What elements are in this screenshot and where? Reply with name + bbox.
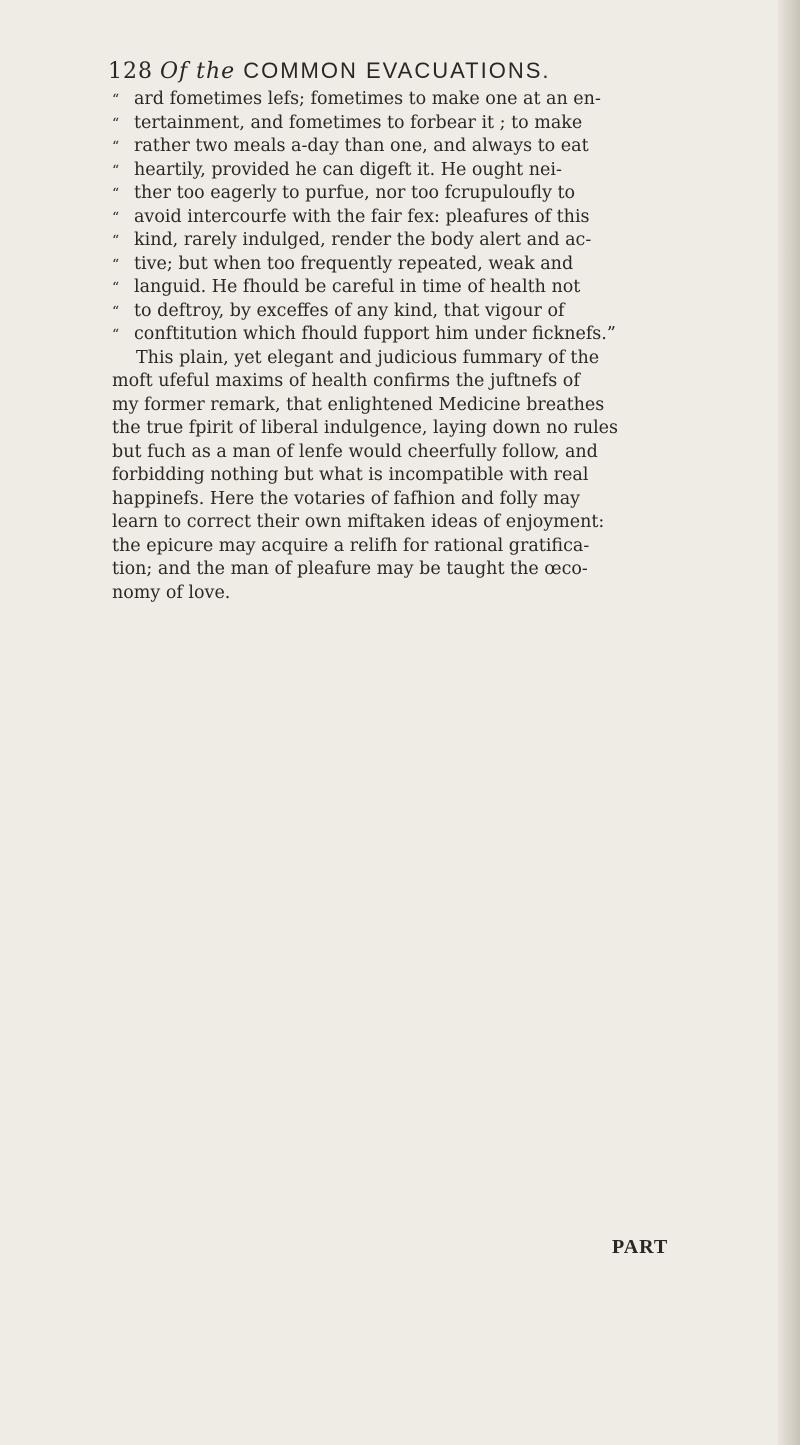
- text-line: [112, 535, 712, 559]
- quote-mark: “: [112, 256, 120, 273]
- quote-mark: “: [112, 280, 120, 296]
- line-text: nomy of love.: [112, 582, 231, 603]
- line-text: heartily, provided he can digeft it. He ought nei-: [134, 159, 562, 180]
- line-text: rather two meals a-day than one, and always to eat: [134, 136, 589, 156]
- text-line: [112, 159, 712, 183]
- line-text: learn to correct their own miftaken ideas of enjoyment:: [112, 512, 605, 532]
- text-line: [112, 182, 712, 206]
- line-text: moft ufeful maxims of health confirms the juftnefs of: [112, 371, 580, 391]
- quote-mark: “: [112, 303, 120, 320]
- quote-mark: “: [112, 162, 120, 179]
- quote-mark: “: [112, 186, 120, 202]
- text-line: [112, 394, 712, 418]
- text-line: [112, 558, 712, 582]
- quote-mark: “: [112, 327, 120, 343]
- text-line: [112, 253, 712, 277]
- text-line: [112, 323, 712, 347]
- header-title-of: Of the: [160, 59, 236, 84]
- text-line: [112, 511, 712, 535]
- line-text: ther too eagerly to purfue, nor too fcrupuloufly to: [134, 183, 576, 203]
- line-text: the epicure may acquire a relifh for rational gratifica-: [112, 535, 590, 556]
- text-line: [112, 464, 712, 488]
- body-text: [112, 88, 712, 605]
- line-text: avoid intercourfe with the fair fex: pleafures of this: [134, 206, 590, 227]
- quote-mark: “: [112, 115, 120, 132]
- text-line: [112, 135, 712, 159]
- line-text: languid. He fhould be careful in time of health not: [134, 277, 581, 297]
- quote-mark: “: [112, 233, 120, 249]
- quote-mark: “: [112, 139, 120, 155]
- quote-mark: “: [112, 92, 120, 108]
- line-text: to deftroy, by exceffes of any kind, that vigour of: [134, 300, 565, 321]
- text-line: [112, 370, 712, 394]
- text-line: [112, 88, 712, 112]
- page-edge: [778, 0, 800, 1445]
- running-header: [108, 58, 708, 90]
- text-line: [112, 582, 712, 606]
- text-line: [112, 417, 712, 441]
- text-line: [112, 441, 712, 465]
- line-text: happinefs. Here the votaries of fafhion and folly may: [112, 488, 581, 509]
- line-text: tion; and the man of pleafure may be taught the œco-: [112, 559, 588, 579]
- text-line: [112, 347, 712, 371]
- text-line: [112, 206, 712, 230]
- text-line: [112, 112, 712, 136]
- page-number: 128: [108, 59, 153, 84]
- line-text: my former remark, that enlightened Medicine breathes: [112, 394, 605, 415]
- text-line: [112, 229, 712, 253]
- line-text: the true fpirit of liberal indulgence, laying down no rules: [112, 418, 619, 438]
- text-line: [112, 300, 712, 324]
- line-text: forbidding nothing but what is incompatible with real: [112, 465, 589, 485]
- line-text: tive; but when too frequently repeated, weak and: [134, 253, 574, 274]
- line-text: tertainment, and fometimes to forbear it ; to make: [134, 112, 583, 133]
- line-text: This plain, yet elegant and judicious fummary of the: [136, 347, 600, 368]
- line-text: but fuch as a man of lenfe would cheerfully follow, and: [112, 441, 598, 462]
- line-text: conftitution which fhould fupport him under ficknefs.”: [134, 324, 616, 344]
- quote-mark: “: [112, 209, 120, 226]
- catchword: PART: [612, 1236, 669, 1258]
- line-text: ard fometimes lefs; fometimes to make one at an en-: [134, 89, 601, 109]
- text-line: [112, 488, 712, 512]
- text-line: [112, 276, 712, 300]
- line-text: kind, rarely indulged, render the body alert and ac-: [134, 230, 592, 250]
- header-title: COMMON EVACUATIONS.: [243, 58, 551, 83]
